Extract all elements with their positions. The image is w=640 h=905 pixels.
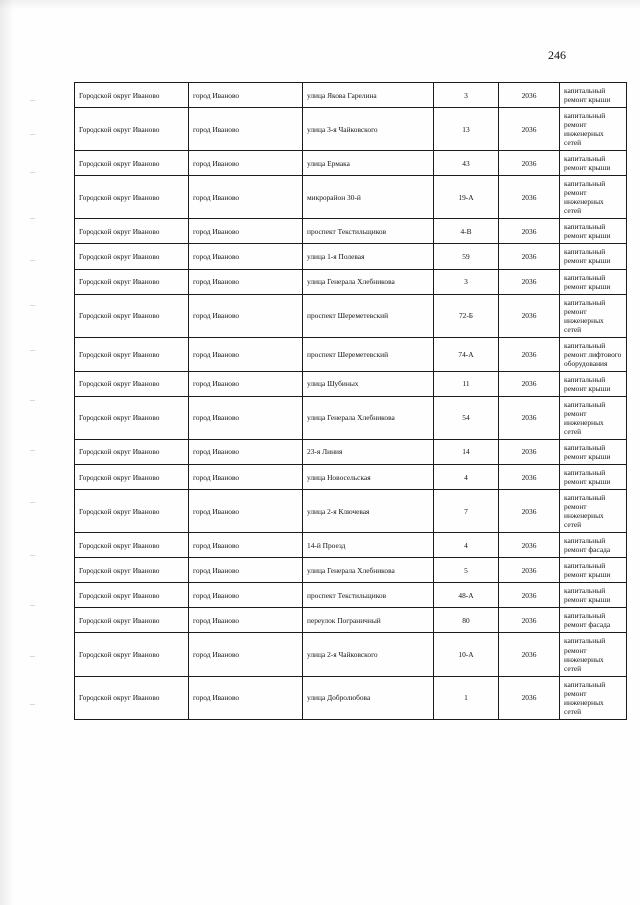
cell-settlement: город Иваново bbox=[189, 108, 303, 151]
table-row bbox=[75, 676, 627, 719]
page-number: 246 bbox=[548, 48, 566, 62]
table-row bbox=[75, 439, 627, 464]
cell-house: 54 bbox=[434, 396, 499, 439]
cell-municipality: Городской округ Иваново bbox=[75, 244, 189, 269]
cell-work: капитальный ремонт крыши bbox=[560, 439, 627, 464]
cell-house: 48-А bbox=[434, 583, 499, 608]
cell-house: 74-А bbox=[434, 337, 499, 371]
cell-house: 80 bbox=[434, 608, 499, 633]
capital-repair-table-wrapper bbox=[74, 82, 622, 720]
cell-municipality: Городской округ Иваново bbox=[75, 83, 189, 108]
table-row bbox=[75, 558, 627, 583]
cell-settlement: город Иваново bbox=[189, 244, 303, 269]
cell-settlement: город Иваново bbox=[189, 176, 303, 219]
cell-settlement: город Иваново bbox=[189, 583, 303, 608]
cell-settlement: город Иваново bbox=[189, 465, 303, 490]
cell-house: 3 bbox=[434, 269, 499, 294]
cell-house: 7 bbox=[434, 490, 499, 533]
cell-street: 23-я Линия bbox=[303, 439, 434, 464]
cell-work: капитальный ремонт инженерных сетей bbox=[560, 490, 627, 533]
cell-municipality: Городской округ Иваново bbox=[75, 294, 189, 337]
cell-work: капитальный ремонт крыши bbox=[560, 83, 627, 108]
cell-work: капитальный ремонт инженерных сетей bbox=[560, 108, 627, 151]
table-row bbox=[75, 633, 627, 676]
cell-work: капитальный ремонт лифтового оборудования bbox=[560, 337, 627, 371]
cell-municipality: Городской округ Иваново bbox=[75, 465, 189, 490]
cell-year: 2036 bbox=[499, 108, 560, 151]
cell-street: улица Генерала Хлебникова bbox=[303, 396, 434, 439]
table-row bbox=[75, 108, 627, 151]
cell-street: улица Шубиных bbox=[303, 371, 434, 396]
cell-work: капитальный ремонт фасада bbox=[560, 533, 627, 558]
cell-municipality: Городской округ Иваново bbox=[75, 371, 189, 396]
cell-work: капитальный ремонт инженерных сетей bbox=[560, 396, 627, 439]
cell-year: 2036 bbox=[499, 465, 560, 490]
cell-settlement: город Иваново bbox=[189, 396, 303, 439]
cell-settlement: город Иваново bbox=[189, 633, 303, 676]
table-row bbox=[75, 396, 627, 439]
cell-municipality: Городской округ Иваново bbox=[75, 533, 189, 558]
cell-year: 2036 bbox=[499, 676, 560, 719]
cell-municipality: Городской округ Иваново bbox=[75, 608, 189, 633]
cell-house: 4-В bbox=[434, 219, 499, 244]
cell-work: капитальный ремонт крыши bbox=[560, 583, 627, 608]
cell-street: улица Ермака bbox=[303, 151, 434, 176]
cell-year: 2036 bbox=[499, 294, 560, 337]
cell-settlement: город Иваново bbox=[189, 558, 303, 583]
cell-street: переулок Пограничный bbox=[303, 608, 434, 633]
cell-street: улица 2-я Чайковского bbox=[303, 633, 434, 676]
table-row bbox=[75, 371, 627, 396]
cell-work: капитальный ремонт крыши bbox=[560, 371, 627, 396]
cell-year: 2036 bbox=[499, 219, 560, 244]
cell-street: улица Новосельская bbox=[303, 465, 434, 490]
cell-work: капитальный ремонт крыши bbox=[560, 151, 627, 176]
scan-artifacts bbox=[30, 100, 40, 740]
cell-house: 3 bbox=[434, 83, 499, 108]
cell-municipality: Городской округ Иваново bbox=[75, 219, 189, 244]
cell-street: улица Генерала Хлебникова bbox=[303, 558, 434, 583]
cell-house: 19-А bbox=[434, 176, 499, 219]
cell-house: 4 bbox=[434, 465, 499, 490]
cell-year: 2036 bbox=[499, 83, 560, 108]
cell-house: 72-Б bbox=[434, 294, 499, 337]
cell-year: 2036 bbox=[499, 176, 560, 219]
capital-repair-table bbox=[74, 82, 627, 720]
cell-municipality: Городской округ Иваново bbox=[75, 558, 189, 583]
cell-year: 2036 bbox=[499, 558, 560, 583]
cell-street: улица 3-я Чайковского bbox=[303, 108, 434, 151]
cell-year: 2036 bbox=[499, 439, 560, 464]
cell-year: 2036 bbox=[499, 151, 560, 176]
cell-settlement: город Иваново bbox=[189, 337, 303, 371]
table-row bbox=[75, 533, 627, 558]
cell-municipality: Городской округ Иваново bbox=[75, 583, 189, 608]
cell-work: капитальный ремонт инженерных сетей bbox=[560, 294, 627, 337]
cell-year: 2036 bbox=[499, 608, 560, 633]
cell-street: улица Добролюбова bbox=[303, 676, 434, 719]
cell-year: 2036 bbox=[499, 583, 560, 608]
cell-year: 2036 bbox=[499, 269, 560, 294]
cell-work: капитальный ремонт фасада bbox=[560, 608, 627, 633]
cell-settlement: город Иваново bbox=[189, 151, 303, 176]
table-row bbox=[75, 151, 627, 176]
cell-settlement: город Иваново bbox=[189, 490, 303, 533]
cell-municipality: Городской округ Иваново bbox=[75, 676, 189, 719]
cell-municipality: Городской округ Иваново bbox=[75, 151, 189, 176]
cell-house: 13 bbox=[434, 108, 499, 151]
cell-street: микрорайон 30-й bbox=[303, 176, 434, 219]
cell-municipality: Городской округ Иваново bbox=[75, 490, 189, 533]
cell-year: 2036 bbox=[499, 244, 560, 269]
cell-house: 10-А bbox=[434, 633, 499, 676]
cell-house: 5 bbox=[434, 558, 499, 583]
cell-municipality: Городской округ Иваново bbox=[75, 337, 189, 371]
cell-settlement: город Иваново bbox=[189, 269, 303, 294]
table-row bbox=[75, 244, 627, 269]
cell-municipality: Городской округ Иваново bbox=[75, 439, 189, 464]
table-row bbox=[75, 269, 627, 294]
cell-settlement: город Иваново bbox=[189, 83, 303, 108]
cell-work: капитальный ремонт инженерных сетей bbox=[560, 633, 627, 676]
cell-year: 2036 bbox=[499, 533, 560, 558]
cell-work: капитальный ремонт крыши bbox=[560, 244, 627, 269]
cell-house: 14 bbox=[434, 439, 499, 464]
cell-street: улица 1-я Полевая bbox=[303, 244, 434, 269]
cell-work: капитальный ремонт инженерных сетей bbox=[560, 176, 627, 219]
table-row bbox=[75, 176, 627, 219]
cell-street: проспект Шереметевский bbox=[303, 337, 434, 371]
cell-street: улица Генерала Хлебникова bbox=[303, 269, 434, 294]
cell-street: проспект Текстильщиков bbox=[303, 583, 434, 608]
cell-work: капитальный ремонт крыши bbox=[560, 269, 627, 294]
cell-settlement: город Иваново bbox=[189, 676, 303, 719]
cell-house: 43 bbox=[434, 151, 499, 176]
cell-year: 2036 bbox=[499, 633, 560, 676]
table-row bbox=[75, 490, 627, 533]
cell-street: улица Якова Гарелина bbox=[303, 83, 434, 108]
cell-year: 2036 bbox=[499, 396, 560, 439]
cell-street: 14-й Проезд bbox=[303, 533, 434, 558]
table-row bbox=[75, 583, 627, 608]
cell-municipality: Городской округ Иваново bbox=[75, 108, 189, 151]
cell-settlement: город Иваново bbox=[189, 219, 303, 244]
table-row bbox=[75, 219, 627, 244]
cell-work: капитальный ремонт инженерных сетей bbox=[560, 676, 627, 719]
cell-street: проспект Шереметевский bbox=[303, 294, 434, 337]
cell-house: 11 bbox=[434, 371, 499, 396]
scan-edge-shadow-top bbox=[0, 0, 640, 10]
cell-settlement: город Иваново bbox=[189, 439, 303, 464]
cell-house: 4 bbox=[434, 533, 499, 558]
cell-work: капитальный ремонт крыши bbox=[560, 465, 627, 490]
cell-year: 2036 bbox=[499, 490, 560, 533]
cell-year: 2036 bbox=[499, 371, 560, 396]
cell-house: 59 bbox=[434, 244, 499, 269]
cell-municipality: Городской округ Иваново bbox=[75, 176, 189, 219]
cell-settlement: город Иваново bbox=[189, 371, 303, 396]
cell-settlement: город Иваново bbox=[189, 294, 303, 337]
table-row bbox=[75, 294, 627, 337]
cell-street: проспект Текстильщиков bbox=[303, 219, 434, 244]
cell-settlement: город Иваново bbox=[189, 533, 303, 558]
cell-municipality: Городской округ Иваново bbox=[75, 396, 189, 439]
cell-work: капитальный ремонт крыши bbox=[560, 558, 627, 583]
cell-work: капитальный ремонт крыши bbox=[560, 219, 627, 244]
cell-municipality: Городской округ Иваново bbox=[75, 269, 189, 294]
table-row bbox=[75, 83, 627, 108]
scan-edge-shadow-left bbox=[0, 0, 14, 905]
table-row bbox=[75, 337, 627, 371]
cell-street: улица 2-я Ключевая bbox=[303, 490, 434, 533]
cell-settlement: город Иваново bbox=[189, 608, 303, 633]
cell-year: 2036 bbox=[499, 337, 560, 371]
table-row bbox=[75, 608, 627, 633]
table-body bbox=[75, 83, 627, 720]
cell-house: 1 bbox=[434, 676, 499, 719]
cell-municipality: Городской округ Иваново bbox=[75, 633, 189, 676]
table-row bbox=[75, 465, 627, 490]
